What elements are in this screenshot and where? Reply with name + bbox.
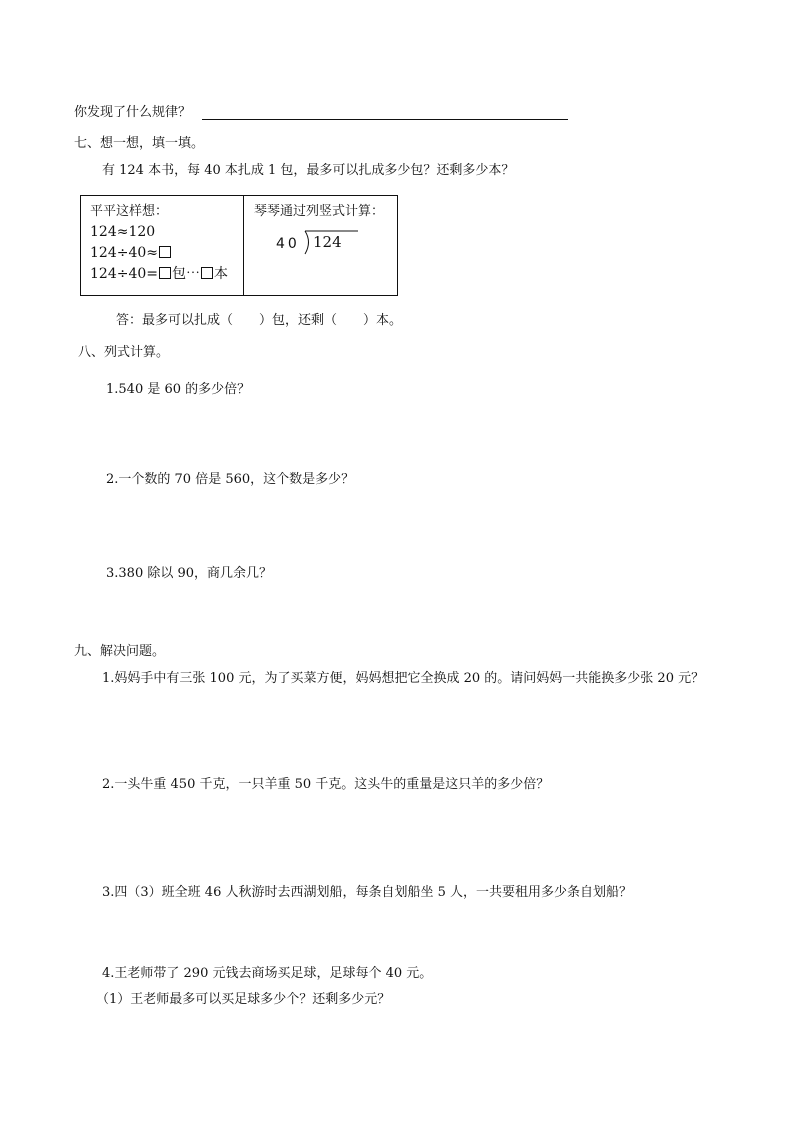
pattern-question: 你发现了什么规律？ <box>74 105 192 120</box>
qinqin-title: 琴琴通过列竖式计算： <box>254 204 385 219</box>
problem-item-2: 2.一头牛重 450 千克，一只羊重 50 千克。这头牛的重量是这只羊的多少倍？ <box>102 777 550 792</box>
blank-box[interactable] <box>159 246 171 258</box>
section9-heading: 九、解决问题。 <box>74 644 166 659</box>
pingping-title: 平平这样想： <box>90 204 169 219</box>
problem-item-3: 3.四（3）班全班 46 人秋游时去西湖划船，每条自划船坐 5 人，一共要租用多少条自划船？ <box>102 885 633 900</box>
problem-item-4-sub-1: （1）王老师最多可以买足球多少个？还剩多少元？ <box>96 992 391 1007</box>
pattern-answer-line[interactable] <box>202 119 568 120</box>
section7-heading: 七、想一想，填一填。 <box>74 136 205 151</box>
estimate-line: 124≈120 <box>90 224 156 240</box>
division-result-text: 124÷40= <box>90 266 158 282</box>
quotient-estimate-text: 124÷40≈ <box>90 245 158 261</box>
division-result-line <box>90 266 228 282</box>
packs-unit: 包⋯ <box>172 266 200 282</box>
table-divider <box>243 196 244 295</box>
calc-item-1: 1.540 是 60 的多少倍？ <box>106 382 251 397</box>
section7-answer: 答：最多可以扎成（ ）包，还剩（ ）本。 <box>116 313 403 328</box>
section7-problem: 有 124 本书，每 40 本扎成 1 包，最多可以扎成多少包？还剩多少本？ <box>102 163 515 178</box>
method-table <box>80 195 398 296</box>
problem-item-1: 1.妈妈手中有三张 100 元，为了买菜方便，妈妈想把它全换成 20 的。请问妈妈一共能换多少张 20 元？ <box>102 671 705 686</box>
books-unit: 本 <box>214 266 228 282</box>
blank-box-packs[interactable] <box>159 267 171 279</box>
long-division-dividend: 124 <box>313 233 342 251</box>
quotient-estimate-line <box>90 245 172 261</box>
blank-box-books[interactable] <box>201 267 213 279</box>
calc-item-2: 2.一个数的 70 倍是 560，这个数是多少？ <box>106 472 355 487</box>
section8-heading: 八、列式计算。 <box>78 345 170 360</box>
problem-item-4: 4.王老师带了 290 元钱去商场买足球，足球每个 40 元。 <box>102 966 433 981</box>
calc-item-3: 3.380 除以 90，商几余几？ <box>106 566 273 581</box>
long-division-divisor: 40 <box>276 236 300 252</box>
